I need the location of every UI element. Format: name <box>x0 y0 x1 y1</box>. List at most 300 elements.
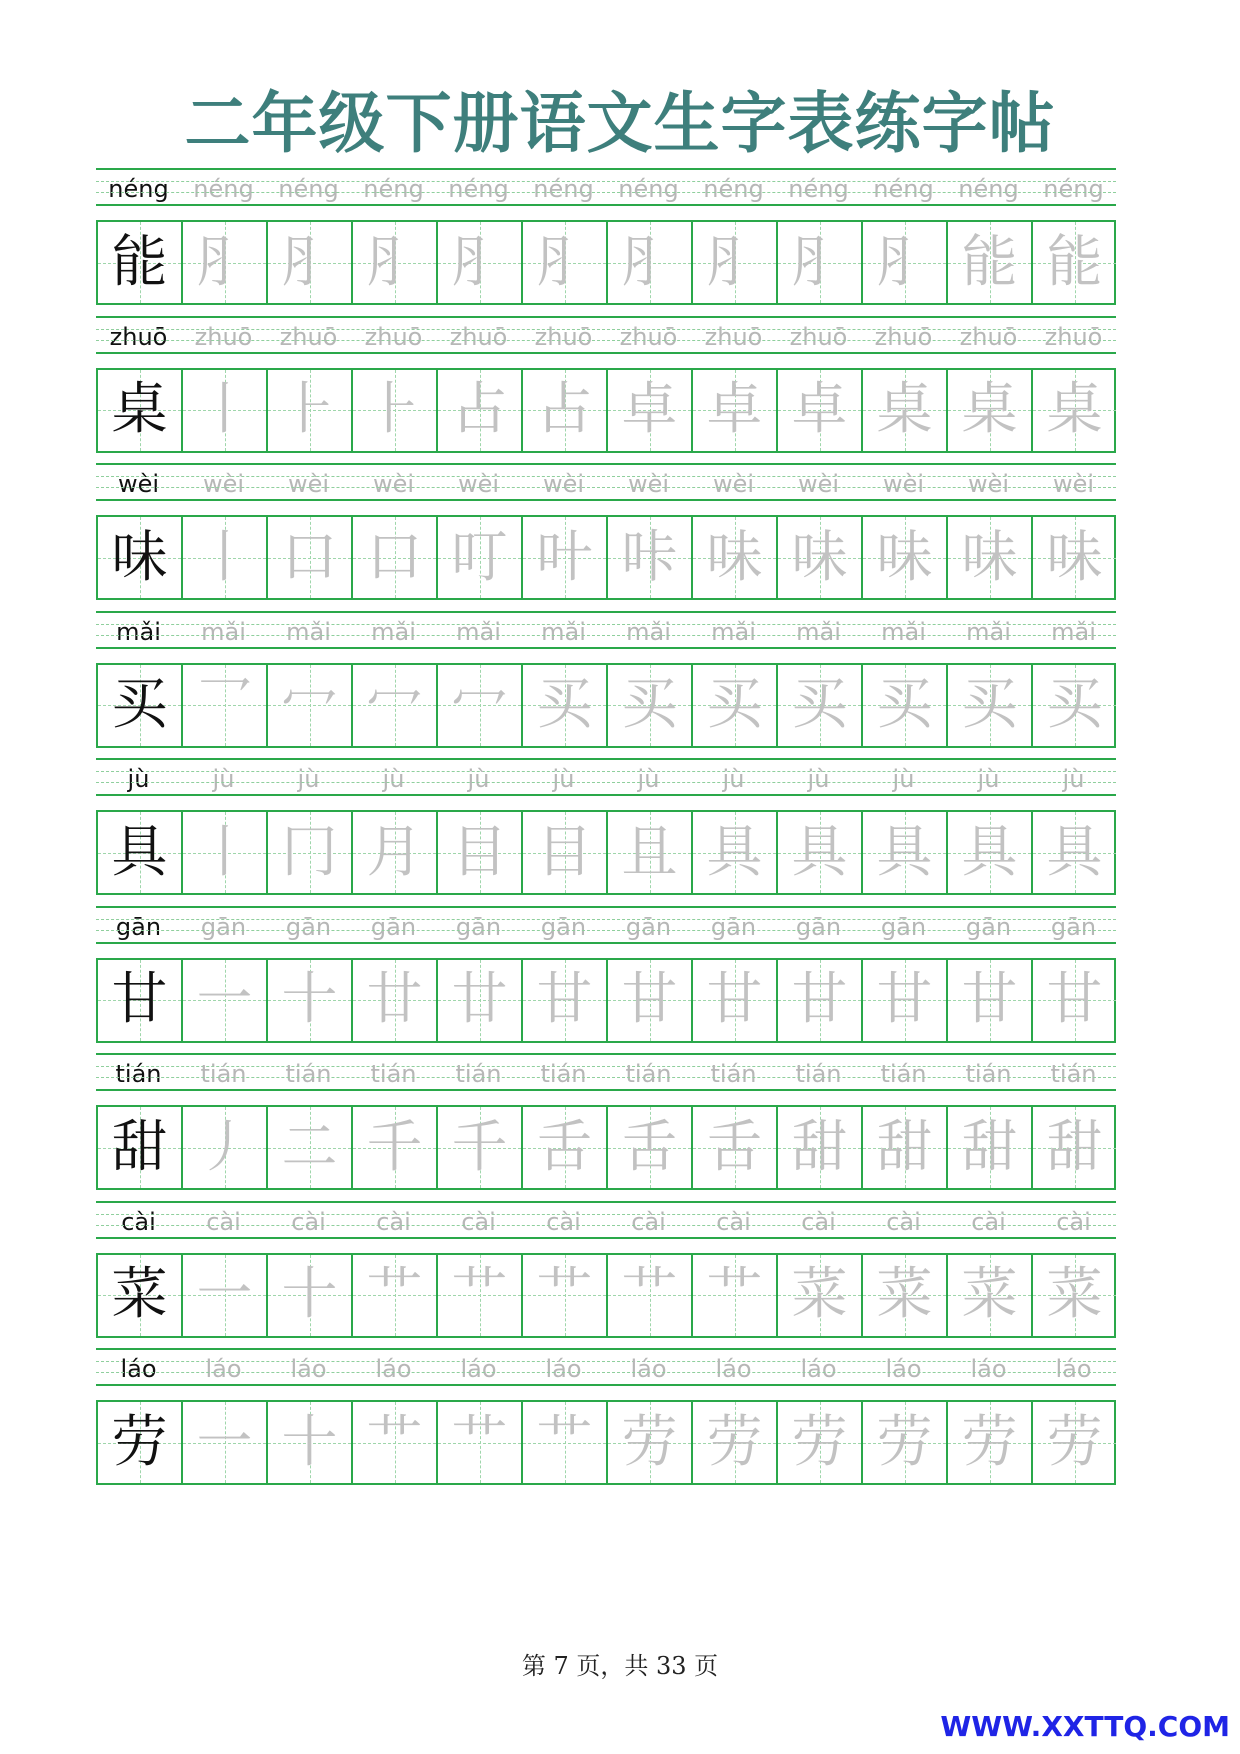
stroke-order-character: 一 <box>196 967 253 1032</box>
stroke-order-character: 舌 <box>621 1114 678 1180</box>
stroke-order-character: 叶 <box>536 524 593 590</box>
character-grid <box>96 368 1116 453</box>
trace-pinyin: néng <box>703 175 764 203</box>
trace-cell <box>521 960 606 1041</box>
trace-pinyin: láo <box>460 1355 497 1383</box>
character-grid <box>96 1400 1116 1485</box>
trace-pinyin: mǎi <box>456 617 501 646</box>
stroke-order-character: 甜 <box>876 1114 933 1180</box>
trace-cell <box>1031 812 1116 893</box>
stroke-order-character: 廿 <box>366 967 423 1032</box>
trace-pinyin: láo <box>885 1355 922 1383</box>
trace-pinyin: tián <box>710 1060 757 1088</box>
stroke-order-character: 艹 <box>451 1262 508 1327</box>
trace-pinyin: cài <box>461 1207 496 1236</box>
practice-row <box>96 463 1116 613</box>
trace-pinyin: néng <box>618 175 679 203</box>
pinyin-band <box>96 316 1116 354</box>
stroke-order-character: 买 <box>791 672 848 737</box>
trace-pinyin: zhuō <box>619 322 678 351</box>
page-title: 二年级下册语文生字表练字帖 <box>184 85 1056 162</box>
stroke-order-character: 艹 <box>366 1262 423 1327</box>
trace-pinyin: zhuō <box>959 322 1018 351</box>
trace-pinyin: jù <box>977 765 1000 793</box>
trace-cell <box>436 812 521 893</box>
trace-cell <box>351 370 436 451</box>
trace-pinyin: cài <box>716 1207 751 1236</box>
trace-cell <box>1031 1107 1116 1188</box>
stroke-order-character: 十 <box>281 1409 338 1475</box>
trace-pinyin: gān <box>370 912 417 941</box>
trace-cell <box>776 960 861 1041</box>
model-character: 味 <box>111 524 168 590</box>
stroke-order-character: 卓 <box>706 377 763 442</box>
stroke-order-character: 甘 <box>706 967 763 1032</box>
model-cell <box>98 665 181 746</box>
stroke-order-character: 甜 <box>791 1114 848 1180</box>
trace-cell <box>436 517 521 598</box>
pinyin-band <box>96 611 1116 649</box>
trace-cell <box>776 222 861 303</box>
trace-pinyin: cài <box>971 1207 1006 1236</box>
trace-cell <box>521 1255 606 1336</box>
trace-cell <box>181 812 266 893</box>
trace-cell <box>181 960 266 1041</box>
stroke-order-character: 十 <box>281 1262 338 1327</box>
trace-pinyin: mǎi <box>1051 617 1096 646</box>
model-cell <box>98 960 181 1041</box>
trace-pinyin: láo <box>970 1355 1007 1383</box>
trace-cell <box>351 222 436 303</box>
stroke-order-character: 能 <box>961 229 1018 295</box>
trace-pinyin: cài <box>206 1207 241 1236</box>
model-character: 甘 <box>111 967 168 1032</box>
trace-cell <box>351 1255 436 1336</box>
trace-cell <box>776 1255 861 1336</box>
trace-cell <box>1031 517 1116 598</box>
trace-pinyin: láo <box>375 1355 412 1383</box>
trace-cell <box>521 812 606 893</box>
trace-pinyin: gān <box>625 912 672 941</box>
trace-cell <box>181 517 266 598</box>
trace-pinyin: gān <box>710 912 757 941</box>
trace-pinyin: zhuō <box>194 322 253 351</box>
trace-pinyin: wèi <box>372 470 415 498</box>
pinyin-band <box>96 1201 1116 1239</box>
trace-cell <box>181 1255 266 1336</box>
trace-pinyin: láo <box>800 1355 837 1383</box>
practice-row <box>96 1201 1116 1351</box>
stroke-order-character: 艹 <box>366 1409 423 1475</box>
trace-cell <box>946 812 1031 893</box>
trace-cell <box>691 1107 776 1188</box>
stroke-order-character: 月 <box>366 819 423 885</box>
stroke-order-character: ⺼ <box>451 229 508 295</box>
trace-pinyin: wèi <box>202 470 245 498</box>
trace-pinyin: gān <box>540 912 587 941</box>
model-cell <box>98 812 181 893</box>
trace-pinyin: wèi <box>457 470 500 498</box>
trace-cell <box>521 517 606 598</box>
trace-cell <box>181 370 266 451</box>
model-pinyin: láo <box>120 1355 157 1383</box>
trace-cell <box>606 812 691 893</box>
stroke-order-character: 卓 <box>791 377 848 442</box>
stroke-order-character: 买 <box>1046 672 1103 737</box>
trace-pinyin: cài <box>291 1207 326 1236</box>
trace-cell <box>946 370 1031 451</box>
trace-pinyin: néng <box>788 175 849 203</box>
trace-pinyin: jù <box>892 765 915 793</box>
trace-pinyin: néng <box>448 175 509 203</box>
trace-pinyin: jù <box>637 765 660 793</box>
trace-cell <box>691 1255 776 1336</box>
stroke-order-character: ⺼ <box>366 229 423 295</box>
trace-cell <box>776 1107 861 1188</box>
character-grid <box>96 1253 1116 1338</box>
trace-pinyin: mǎi <box>371 617 416 646</box>
trace-pinyin: zhuō <box>789 322 848 351</box>
trace-pinyin: mǎi <box>881 617 926 646</box>
stroke-order-character: 叮 <box>451 524 508 590</box>
trace-pinyin: tián <box>965 1060 1012 1088</box>
stroke-order-character: 艹 <box>706 1262 763 1327</box>
stroke-order-character: 劳 <box>1046 1409 1103 1475</box>
trace-cell <box>861 1107 946 1188</box>
trace-pinyin: mǎi <box>541 617 586 646</box>
stroke-order-character: 冖 <box>281 672 338 737</box>
pinyin-band <box>96 758 1116 796</box>
stroke-order-character: 桌 <box>1046 377 1103 442</box>
stroke-order-character: ⺼ <box>536 229 593 295</box>
stroke-order-character: 冖 <box>451 672 508 737</box>
model-cell <box>98 1402 181 1483</box>
trace-cell <box>266 517 351 598</box>
stroke-order-character: 具 <box>706 819 763 885</box>
stroke-order-character: 千 <box>451 1114 508 1180</box>
trace-pinyin: tián <box>200 1060 247 1088</box>
trace-pinyin: jù <box>382 765 405 793</box>
trace-cell <box>351 1402 436 1483</box>
stroke-order-character: 甘 <box>621 967 678 1032</box>
trace-cell <box>606 1402 691 1483</box>
trace-cell <box>776 517 861 598</box>
model-pinyin: tián <box>115 1060 162 1088</box>
trace-cell <box>1031 960 1116 1041</box>
trace-pinyin: gān <box>455 912 502 941</box>
trace-cell <box>266 1402 351 1483</box>
trace-pinyin: zhuō <box>279 322 338 351</box>
trace-pinyin: wèi <box>967 470 1010 498</box>
trace-pinyin: wèi <box>542 470 585 498</box>
stroke-order-character: 菜 <box>1046 1262 1103 1327</box>
trace-cell <box>946 517 1031 598</box>
trace-cell <box>436 370 521 451</box>
stroke-order-character: 菜 <box>961 1262 1018 1327</box>
stroke-order-character: 咔 <box>621 524 678 590</box>
trace-pinyin: mǎi <box>711 617 756 646</box>
stroke-order-character: 买 <box>876 672 933 737</box>
trace-pinyin: cài <box>1056 1207 1091 1236</box>
trace-cell <box>946 1402 1031 1483</box>
trace-cell <box>691 222 776 303</box>
stroke-order-character: 丿 <box>196 1114 253 1180</box>
trace-pinyin: zhuō <box>704 322 763 351</box>
stroke-order-character: 买 <box>536 672 593 737</box>
trace-pinyin: néng <box>873 175 934 203</box>
trace-cell <box>181 1402 266 1483</box>
trace-pinyin: mǎi <box>286 617 331 646</box>
trace-pinyin: jù <box>807 765 830 793</box>
trace-pinyin: jù <box>722 765 745 793</box>
trace-pinyin: néng <box>193 175 254 203</box>
trace-cell <box>946 1107 1031 1188</box>
stroke-order-character: 具 <box>791 819 848 885</box>
site-watermark: WWW.XXTTQ.COM <box>940 1710 1230 1743</box>
stroke-order-character: ⺼ <box>706 229 763 295</box>
trace-cell <box>691 370 776 451</box>
trace-pinyin: néng <box>363 175 424 203</box>
stroke-order-character: ⺊ <box>281 377 338 442</box>
trace-pinyin: wèi <box>882 470 925 498</box>
model-pinyin: wèi <box>117 470 160 498</box>
trace-cell <box>946 960 1031 1041</box>
model-pinyin: néng <box>108 175 169 203</box>
trace-cell <box>351 665 436 746</box>
trace-pinyin: láo <box>715 1355 752 1383</box>
trace-pinyin: zhuō <box>534 322 593 351</box>
trace-pinyin: wèi <box>287 470 330 498</box>
trace-cell <box>266 222 351 303</box>
trace-cell <box>181 222 266 303</box>
trace-pinyin: tián <box>625 1060 672 1088</box>
trace-cell <box>861 960 946 1041</box>
stroke-order-character: 买 <box>621 672 678 737</box>
trace-pinyin: zhuō <box>449 322 508 351</box>
trace-cell <box>691 812 776 893</box>
model-character: 劳 <box>111 1409 168 1475</box>
stroke-order-character: 艹 <box>621 1262 678 1327</box>
trace-pinyin: gān <box>1050 912 1097 941</box>
character-grid <box>96 958 1116 1043</box>
stroke-order-character: ⺼ <box>196 229 253 295</box>
practice-row <box>96 906 1116 1056</box>
trace-cell <box>436 1255 521 1336</box>
stroke-order-character: 劳 <box>621 1409 678 1475</box>
trace-cell <box>266 1255 351 1336</box>
stroke-order-character: 千 <box>366 1114 423 1180</box>
trace-pinyin: tián <box>455 1060 502 1088</box>
pinyin-band <box>96 1348 1116 1386</box>
stroke-order-character: 具 <box>961 819 1018 885</box>
trace-cell <box>691 960 776 1041</box>
trace-cell <box>691 517 776 598</box>
stroke-order-character: 占 <box>536 377 593 442</box>
stroke-order-character: 艹 <box>451 1409 508 1475</box>
trace-pinyin: gān <box>200 912 247 941</box>
trace-cell <box>1031 370 1116 451</box>
trace-pinyin: gān <box>965 912 1012 941</box>
stroke-order-character: 劳 <box>706 1409 763 1475</box>
model-character: 买 <box>111 672 168 737</box>
trace-cell <box>776 665 861 746</box>
model-character: 菜 <box>111 1262 168 1327</box>
model-cell <box>98 1107 181 1188</box>
trace-cell <box>266 812 351 893</box>
trace-cell <box>436 222 521 303</box>
trace-cell <box>1031 1255 1116 1336</box>
trace-cell <box>691 1402 776 1483</box>
model-character: 甜 <box>111 1114 168 1180</box>
stroke-order-character: 十 <box>281 967 338 1032</box>
stroke-order-character: 目 <box>451 819 508 885</box>
stroke-order-character: 且 <box>621 819 678 885</box>
trace-pinyin: zhuō <box>1044 322 1103 351</box>
trace-cell <box>606 665 691 746</box>
stroke-order-character: 丨 <box>196 377 253 442</box>
model-pinyin: mǎi <box>116 617 161 646</box>
practice-row <box>96 1348 1116 1498</box>
trace-pinyin: wèi <box>712 470 755 498</box>
stroke-order-character: 一 <box>196 1262 253 1327</box>
trace-cell <box>861 812 946 893</box>
trace-cell <box>351 960 436 1041</box>
stroke-order-character: ⺼ <box>281 229 338 295</box>
trace-pinyin: gān <box>880 912 927 941</box>
practice-row <box>96 1053 1116 1203</box>
trace-cell <box>351 812 436 893</box>
model-character: 桌 <box>111 377 168 442</box>
stroke-order-character: 甘 <box>961 967 1018 1032</box>
trace-cell <box>606 222 691 303</box>
pinyin-band <box>96 168 1116 206</box>
trace-cell <box>521 370 606 451</box>
trace-cell <box>351 1107 436 1188</box>
trace-cell <box>266 960 351 1041</box>
trace-pinyin: wèi <box>797 470 840 498</box>
stroke-order-character: 甜 <box>961 1114 1018 1180</box>
trace-cell <box>1031 222 1116 303</box>
trace-cell <box>776 812 861 893</box>
stroke-order-character: ⺼ <box>621 229 678 295</box>
stroke-order-character: 劳 <box>876 1409 933 1475</box>
trace-pinyin: jù <box>1062 765 1085 793</box>
stroke-order-character: 甘 <box>536 967 593 1032</box>
trace-pinyin: mǎi <box>626 617 671 646</box>
trace-pinyin: zhuō <box>364 322 423 351</box>
stroke-order-character: 劳 <box>791 1409 848 1475</box>
character-grid <box>96 220 1116 305</box>
trace-cell <box>691 665 776 746</box>
trace-cell <box>606 517 691 598</box>
trace-cell <box>181 665 266 746</box>
trace-pinyin: láo <box>545 1355 582 1383</box>
stroke-order-character: 丨 <box>196 524 253 590</box>
trace-pinyin: láo <box>205 1355 242 1383</box>
stroke-order-character: 卓 <box>621 377 678 442</box>
model-character: 能 <box>111 229 168 295</box>
stroke-order-character: 菜 <box>791 1262 848 1327</box>
stroke-order-character: 桌 <box>961 377 1018 442</box>
trace-pinyin: gān <box>285 912 332 941</box>
stroke-order-character: 具 <box>1046 819 1103 885</box>
character-grid <box>96 1105 1116 1190</box>
stroke-order-character: ⺼ <box>791 229 848 295</box>
stroke-order-character: 味 <box>791 524 848 590</box>
stroke-order-character: 冂 <box>281 819 338 885</box>
stroke-order-character: 口 <box>281 524 338 590</box>
trace-cell <box>946 665 1031 746</box>
stroke-order-character: 甜 <box>1046 1114 1103 1180</box>
trace-cell <box>861 370 946 451</box>
trace-cell <box>776 1402 861 1483</box>
stroke-order-character: 买 <box>706 672 763 737</box>
model-pinyin: zhuō <box>109 322 168 351</box>
character-grid <box>96 515 1116 600</box>
trace-pinyin: zhuō <box>874 322 933 351</box>
trace-cell <box>861 222 946 303</box>
trace-cell <box>776 370 861 451</box>
practice-row <box>96 316 1116 466</box>
trace-cell <box>436 665 521 746</box>
trace-cell <box>1031 665 1116 746</box>
trace-cell <box>266 665 351 746</box>
model-cell <box>98 370 181 451</box>
character-grid <box>96 663 1116 748</box>
pinyin-band <box>96 906 1116 944</box>
trace-pinyin: gān <box>795 912 842 941</box>
trace-cell <box>861 665 946 746</box>
stroke-order-character: 一 <box>196 1409 253 1475</box>
trace-pinyin: cài <box>546 1207 581 1236</box>
trace-pinyin: mǎi <box>796 617 841 646</box>
trace-cell <box>181 1107 266 1188</box>
trace-cell <box>436 1402 521 1483</box>
stroke-order-character: 味 <box>706 524 763 590</box>
stroke-order-character: 舌 <box>536 1114 593 1180</box>
trace-pinyin: jù <box>467 765 490 793</box>
trace-pinyin: néng <box>958 175 1019 203</box>
model-pinyin: gān <box>115 912 162 941</box>
stroke-order-character: 味 <box>876 524 933 590</box>
stroke-order-character: 艹 <box>536 1409 593 1475</box>
trace-pinyin: néng <box>278 175 339 203</box>
trace-cell <box>946 1255 1031 1336</box>
stroke-order-character: 能 <box>1046 229 1103 295</box>
model-cell <box>98 517 181 598</box>
stroke-order-character: 劳 <box>961 1409 1018 1475</box>
trace-cell <box>521 1402 606 1483</box>
trace-cell <box>861 1255 946 1336</box>
trace-pinyin: jù <box>552 765 575 793</box>
trace-cell <box>521 1107 606 1188</box>
model-pinyin: cài <box>121 1207 156 1236</box>
stroke-order-character: 艹 <box>536 1262 593 1327</box>
trace-cell <box>521 665 606 746</box>
character-grid <box>96 810 1116 895</box>
practice-row <box>96 758 1116 908</box>
trace-pinyin: néng <box>1043 175 1104 203</box>
stroke-order-character: 占 <box>451 377 508 442</box>
stroke-order-character: 丨 <box>196 819 253 885</box>
practice-row <box>96 168 1116 318</box>
page-footer: 第 7 页，共 33 页 <box>521 1652 719 1680</box>
trace-pinyin: jù <box>212 765 235 793</box>
trace-pinyin: láo <box>1055 1355 1092 1383</box>
model-cell <box>98 222 181 303</box>
trace-pinyin: jù <box>297 765 320 793</box>
trace-cell <box>606 1107 691 1188</box>
